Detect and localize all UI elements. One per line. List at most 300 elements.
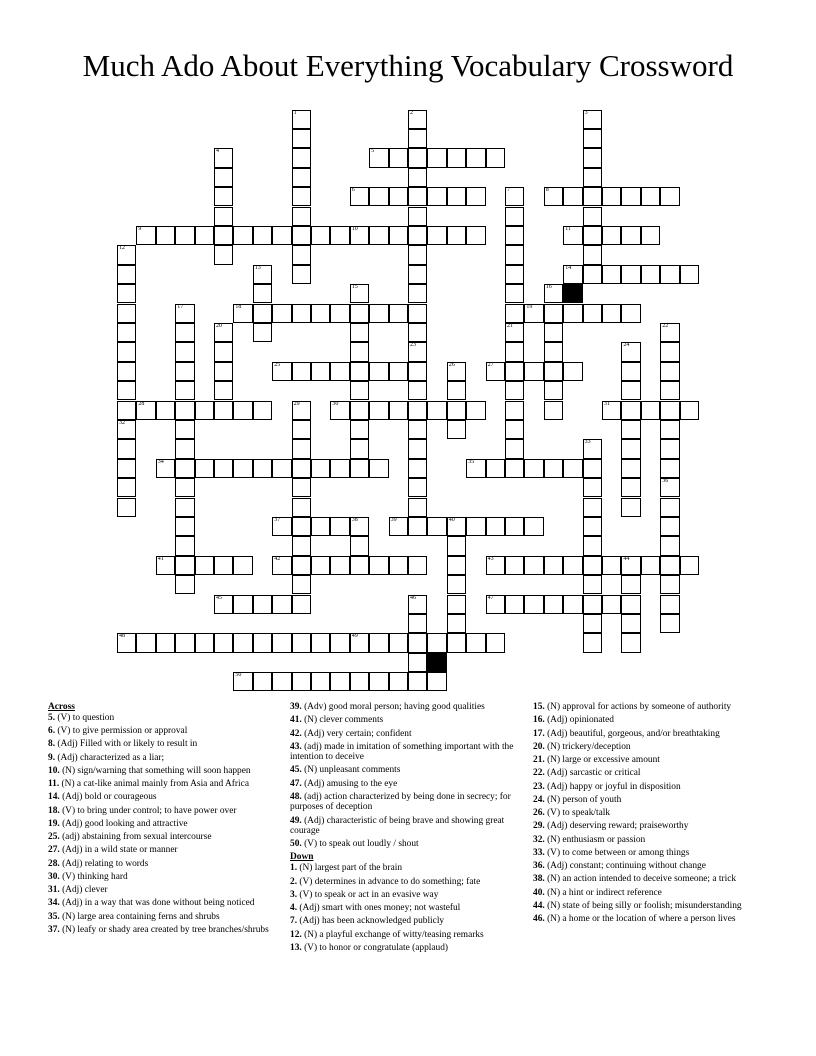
grid-cell[interactable] — [544, 342, 563, 361]
grid-cell[interactable] — [350, 672, 369, 691]
grid-cell[interactable] — [602, 304, 621, 323]
grid-cell[interactable] — [583, 498, 602, 517]
grid-cell[interactable] — [660, 187, 679, 206]
grid-cell[interactable] — [195, 459, 214, 478]
grid-cell[interactable] — [544, 323, 563, 342]
grid-cell[interactable] — [660, 323, 679, 342]
grid-cell[interactable] — [117, 362, 136, 381]
grid-cell[interactable] — [602, 595, 621, 614]
grid-cell[interactable] — [350, 226, 369, 245]
grid-cell[interactable] — [389, 556, 408, 575]
grid-cell[interactable] — [408, 187, 427, 206]
grid-cell[interactable] — [272, 633, 291, 652]
grid-cell[interactable] — [583, 439, 602, 458]
grid-cell[interactable] — [408, 381, 427, 400]
grid-cell[interactable] — [641, 556, 660, 575]
grid-cell[interactable] — [563, 362, 582, 381]
grid-cell[interactable] — [292, 439, 311, 458]
grid-cell[interactable] — [524, 304, 543, 323]
grid-cell[interactable] — [292, 672, 311, 691]
grid-cell[interactable] — [602, 401, 621, 420]
grid-cell[interactable] — [292, 633, 311, 652]
grid-cell[interactable] — [621, 459, 640, 478]
grid-cell[interactable] — [583, 614, 602, 633]
grid-cell[interactable] — [524, 595, 543, 614]
grid-cell[interactable] — [175, 498, 194, 517]
grid-cell[interactable] — [583, 633, 602, 652]
grid-cell[interactable] — [660, 498, 679, 517]
grid-cell[interactable] — [272, 362, 291, 381]
grid-cell[interactable] — [292, 129, 311, 148]
grid-cell[interactable] — [369, 672, 388, 691]
grid-cell[interactable] — [563, 187, 582, 206]
grid-cell[interactable] — [330, 459, 349, 478]
grid-cell[interactable] — [175, 342, 194, 361]
grid-cell[interactable] — [214, 401, 233, 420]
grid-cell[interactable] — [544, 362, 563, 381]
grid-cell[interactable] — [117, 245, 136, 264]
grid-cell[interactable] — [408, 129, 427, 148]
grid-cell[interactable] — [389, 517, 408, 536]
grid-cell[interactable] — [350, 459, 369, 478]
grid-cell[interactable] — [660, 342, 679, 361]
grid-cell[interactable] — [117, 498, 136, 517]
grid-cell[interactable] — [602, 187, 621, 206]
grid-cell[interactable] — [350, 536, 369, 555]
grid-cell[interactable] — [544, 556, 563, 575]
grid-cell[interactable] — [486, 148, 505, 167]
grid-cell[interactable] — [292, 536, 311, 555]
grid-cell[interactable] — [505, 323, 524, 342]
grid-cell[interactable] — [136, 226, 155, 245]
grid-cell[interactable] — [389, 401, 408, 420]
grid-cell[interactable] — [408, 110, 427, 129]
grid-cell[interactable] — [350, 439, 369, 458]
grid-cell[interactable] — [505, 595, 524, 614]
grid-cell[interactable] — [544, 401, 563, 420]
grid-cell[interactable] — [369, 459, 388, 478]
grid-cell[interactable] — [272, 226, 291, 245]
grid-cell[interactable] — [389, 633, 408, 652]
grid-cell[interactable] — [214, 148, 233, 167]
grid-cell[interactable] — [350, 323, 369, 342]
grid-cell[interactable] — [214, 342, 233, 361]
grid-cell[interactable] — [583, 575, 602, 594]
grid-cell[interactable] — [408, 265, 427, 284]
grid-cell[interactable] — [214, 362, 233, 381]
grid-cell[interactable] — [505, 556, 524, 575]
grid-cell[interactable] — [330, 401, 349, 420]
grid-cell[interactable] — [175, 459, 194, 478]
grid-cell[interactable] — [583, 168, 602, 187]
grid-cell[interactable] — [117, 633, 136, 652]
grid-cell[interactable] — [195, 556, 214, 575]
grid-cell[interactable] — [621, 342, 640, 361]
grid-cell[interactable] — [175, 323, 194, 342]
grid-cell[interactable] — [175, 478, 194, 497]
grid-cell[interactable] — [505, 342, 524, 361]
grid-cell[interactable] — [680, 265, 699, 284]
grid-cell[interactable] — [486, 362, 505, 381]
grid-cell[interactable] — [660, 595, 679, 614]
grid-cell[interactable] — [563, 459, 582, 478]
grid-cell[interactable] — [660, 614, 679, 633]
grid-cell[interactable] — [117, 381, 136, 400]
grid-cell[interactable] — [389, 362, 408, 381]
grid-cell[interactable] — [563, 304, 582, 323]
grid-cell[interactable] — [447, 575, 466, 594]
grid-cell[interactable] — [447, 187, 466, 206]
grid-cell[interactable] — [505, 362, 524, 381]
grid-cell[interactable] — [350, 401, 369, 420]
grid-cell[interactable] — [583, 536, 602, 555]
grid-cell[interactable] — [253, 595, 272, 614]
grid-cell[interactable] — [408, 420, 427, 439]
grid-cell[interactable] — [175, 536, 194, 555]
grid-cell[interactable] — [408, 304, 427, 323]
grid-cell[interactable] — [408, 459, 427, 478]
grid-cell[interactable] — [486, 556, 505, 575]
grid-cell[interactable] — [427, 672, 446, 691]
grid-cell[interactable] — [350, 633, 369, 652]
grid-cell[interactable] — [447, 226, 466, 245]
grid-cell[interactable] — [311, 633, 330, 652]
grid-cell[interactable] — [156, 633, 175, 652]
grid-cell[interactable] — [408, 498, 427, 517]
grid-cell[interactable] — [233, 459, 252, 478]
grid-cell[interactable] — [447, 148, 466, 167]
grid-cell[interactable] — [195, 633, 214, 652]
grid-cell[interactable] — [253, 323, 272, 342]
grid-cell[interactable] — [621, 381, 640, 400]
grid-cell[interactable] — [447, 401, 466, 420]
grid-cell[interactable] — [292, 498, 311, 517]
grid-cell[interactable] — [621, 304, 640, 323]
grid-cell[interactable] — [408, 323, 427, 342]
grid-cell[interactable] — [175, 517, 194, 536]
grid-cell[interactable] — [408, 478, 427, 497]
grid-cell[interactable] — [505, 401, 524, 420]
grid-cell[interactable] — [427, 517, 446, 536]
grid-cell[interactable] — [621, 401, 640, 420]
grid-cell[interactable] — [156, 226, 175, 245]
grid-cell[interactable] — [466, 459, 485, 478]
grid-cell[interactable] — [292, 226, 311, 245]
grid-cell[interactable] — [408, 207, 427, 226]
grid-cell[interactable] — [214, 556, 233, 575]
grid-cell[interactable] — [389, 226, 408, 245]
grid-cell[interactable] — [253, 672, 272, 691]
grid-cell[interactable] — [505, 187, 524, 206]
grid-cell[interactable] — [330, 226, 349, 245]
grid-cell[interactable] — [233, 304, 252, 323]
grid-cell[interactable] — [466, 148, 485, 167]
grid-cell[interactable] — [408, 653, 427, 672]
grid-cell[interactable] — [292, 420, 311, 439]
grid-cell[interactable] — [408, 168, 427, 187]
grid-cell[interactable] — [524, 517, 543, 536]
grid-cell[interactable] — [505, 420, 524, 439]
grid-cell[interactable] — [660, 536, 679, 555]
grid-cell[interactable] — [408, 517, 427, 536]
grid-cell[interactable] — [175, 401, 194, 420]
grid-cell[interactable] — [389, 148, 408, 167]
grid-cell[interactable] — [583, 517, 602, 536]
grid-cell[interactable] — [583, 478, 602, 497]
grid-cell[interactable] — [408, 342, 427, 361]
grid-cell[interactable] — [311, 304, 330, 323]
grid-cell[interactable] — [427, 401, 446, 420]
grid-cell[interactable] — [369, 556, 388, 575]
grid-cell[interactable] — [466, 633, 485, 652]
grid-cell[interactable] — [524, 556, 543, 575]
grid-cell[interactable] — [369, 633, 388, 652]
grid-cell[interactable] — [447, 420, 466, 439]
grid-cell[interactable] — [214, 245, 233, 264]
grid-cell[interactable] — [621, 575, 640, 594]
grid-cell[interactable] — [195, 401, 214, 420]
grid-cell[interactable] — [292, 265, 311, 284]
grid-cell[interactable] — [214, 207, 233, 226]
grid-cell[interactable] — [544, 459, 563, 478]
grid-cell[interactable] — [544, 284, 563, 303]
grid-cell[interactable] — [486, 595, 505, 614]
grid-cell[interactable] — [621, 226, 640, 245]
grid-cell[interactable] — [117, 401, 136, 420]
grid-cell[interactable] — [389, 672, 408, 691]
grid-cell[interactable] — [583, 245, 602, 264]
grid-cell[interactable] — [233, 226, 252, 245]
grid-cell[interactable] — [544, 187, 563, 206]
grid-cell[interactable] — [447, 595, 466, 614]
grid-cell[interactable] — [505, 439, 524, 458]
grid-cell[interactable] — [117, 323, 136, 342]
grid-cell[interactable] — [175, 575, 194, 594]
grid-cell[interactable] — [563, 265, 582, 284]
grid-cell[interactable] — [408, 362, 427, 381]
grid-cell[interactable] — [350, 342, 369, 361]
grid-cell[interactable] — [330, 672, 349, 691]
grid-cell[interactable] — [447, 362, 466, 381]
grid-cell[interactable] — [292, 478, 311, 497]
grid-cell[interactable] — [524, 459, 543, 478]
grid-cell[interactable] — [505, 207, 524, 226]
grid-cell[interactable] — [330, 517, 349, 536]
grid-cell[interactable] — [214, 633, 233, 652]
grid-cell[interactable] — [350, 187, 369, 206]
grid-cell[interactable] — [408, 633, 427, 652]
grid-cell[interactable] — [583, 187, 602, 206]
grid-cell[interactable] — [486, 459, 505, 478]
grid-cell[interactable] — [408, 614, 427, 633]
grid-cell[interactable] — [175, 439, 194, 458]
grid-cell[interactable] — [311, 517, 330, 536]
grid-cell[interactable] — [214, 226, 233, 245]
grid-cell[interactable] — [408, 148, 427, 167]
grid-cell[interactable] — [641, 265, 660, 284]
grid-cell[interactable] — [427, 187, 446, 206]
grid-cell[interactable] — [272, 556, 291, 575]
grid-cell[interactable] — [447, 517, 466, 536]
grid-cell[interactable] — [408, 284, 427, 303]
grid-cell[interactable] — [311, 672, 330, 691]
grid-cell[interactable] — [253, 304, 272, 323]
grid-cell[interactable] — [408, 439, 427, 458]
grid-cell[interactable] — [641, 187, 660, 206]
grid-cell[interactable] — [583, 304, 602, 323]
grid-cell[interactable] — [680, 401, 699, 420]
grid-cell[interactable] — [369, 304, 388, 323]
grid-cell[interactable] — [408, 595, 427, 614]
grid-cell[interactable] — [214, 381, 233, 400]
grid-cell[interactable] — [660, 420, 679, 439]
grid-cell[interactable] — [272, 595, 291, 614]
grid-cell[interactable] — [156, 556, 175, 575]
grid-cell[interactable] — [117, 459, 136, 478]
grid-cell[interactable] — [292, 207, 311, 226]
grid-cell[interactable] — [156, 459, 175, 478]
grid-cell[interactable] — [253, 265, 272, 284]
grid-cell[interactable] — [447, 381, 466, 400]
grid-cell[interactable] — [660, 439, 679, 458]
grid-cell[interactable] — [621, 187, 640, 206]
grid-cell[interactable] — [369, 187, 388, 206]
grid-cell[interactable] — [621, 439, 640, 458]
grid-cell[interactable] — [350, 517, 369, 536]
grid-cell[interactable] — [583, 595, 602, 614]
grid-cell[interactable] — [621, 420, 640, 439]
grid-cell[interactable] — [621, 265, 640, 284]
grid-cell[interactable] — [660, 478, 679, 497]
grid-cell[interactable] — [292, 168, 311, 187]
grid-cell[interactable] — [214, 595, 233, 614]
grid-cell[interactable] — [292, 362, 311, 381]
grid-cell[interactable] — [563, 595, 582, 614]
grid-cell[interactable] — [427, 148, 446, 167]
grid-cell[interactable] — [583, 148, 602, 167]
grid-cell[interactable] — [583, 110, 602, 129]
grid-cell[interactable] — [505, 459, 524, 478]
grid-cell[interactable] — [389, 304, 408, 323]
grid-cell[interactable] — [175, 633, 194, 652]
grid-cell[interactable] — [117, 420, 136, 439]
grid-cell[interactable] — [136, 633, 155, 652]
grid-cell[interactable] — [292, 304, 311, 323]
grid-cell[interactable] — [292, 517, 311, 536]
grid-cell[interactable] — [660, 401, 679, 420]
grid-cell[interactable] — [660, 575, 679, 594]
grid-cell[interactable] — [292, 187, 311, 206]
grid-cell[interactable] — [408, 556, 427, 575]
grid-cell[interactable] — [583, 129, 602, 148]
grid-cell[interactable] — [447, 614, 466, 633]
grid-cell[interactable] — [233, 672, 252, 691]
grid-cell[interactable] — [330, 556, 349, 575]
grid-cell[interactable] — [505, 284, 524, 303]
grid-cell[interactable] — [117, 439, 136, 458]
grid-cell[interactable] — [350, 284, 369, 303]
grid-cell[interactable] — [389, 187, 408, 206]
grid-cell[interactable] — [214, 459, 233, 478]
grid-cell[interactable] — [583, 265, 602, 284]
grid-cell[interactable] — [117, 342, 136, 361]
grid-cell[interactable] — [136, 401, 155, 420]
grid-cell[interactable] — [117, 478, 136, 497]
grid-cell[interactable] — [117, 265, 136, 284]
grid-cell[interactable] — [621, 633, 640, 652]
grid-cell[interactable] — [660, 265, 679, 284]
grid-cell[interactable] — [292, 148, 311, 167]
grid-cell[interactable] — [466, 187, 485, 206]
grid-cell[interactable] — [621, 478, 640, 497]
grid-cell[interactable] — [350, 381, 369, 400]
grid-cell[interactable] — [117, 284, 136, 303]
grid-cell[interactable] — [311, 362, 330, 381]
grid-cell[interactable] — [292, 556, 311, 575]
grid-cell[interactable] — [175, 226, 194, 245]
grid-cell[interactable] — [447, 556, 466, 575]
grid-cell[interactable] — [408, 672, 427, 691]
grid-cell[interactable] — [233, 556, 252, 575]
grid-cell[interactable] — [175, 420, 194, 439]
grid-cell[interactable] — [350, 556, 369, 575]
grid-cell[interactable] — [563, 226, 582, 245]
grid-cell[interactable] — [292, 595, 311, 614]
grid-cell[interactable] — [292, 459, 311, 478]
grid-cell[interactable] — [427, 226, 446, 245]
grid-cell[interactable] — [156, 401, 175, 420]
grid-cell[interactable] — [369, 401, 388, 420]
grid-cell[interactable] — [447, 633, 466, 652]
grid-cell[interactable] — [369, 362, 388, 381]
grid-cell[interactable] — [272, 304, 291, 323]
grid-cell[interactable] — [621, 614, 640, 633]
grid-cell[interactable] — [583, 459, 602, 478]
grid-cell[interactable] — [660, 517, 679, 536]
grid-cell[interactable] — [408, 401, 427, 420]
grid-cell[interactable] — [486, 633, 505, 652]
grid-cell[interactable] — [214, 187, 233, 206]
grid-cell[interactable] — [563, 556, 582, 575]
grid-cell[interactable] — [524, 362, 543, 381]
grid-cell[interactable] — [680, 556, 699, 575]
grid-cell[interactable] — [233, 633, 252, 652]
grid-cell[interactable] — [641, 401, 660, 420]
grid-cell[interactable] — [641, 226, 660, 245]
grid-cell[interactable] — [621, 595, 640, 614]
grid-cell[interactable] — [311, 226, 330, 245]
grid-cell[interactable] — [466, 401, 485, 420]
grid-cell[interactable] — [427, 633, 446, 652]
grid-cell[interactable] — [505, 517, 524, 536]
grid-cell[interactable] — [175, 556, 194, 575]
grid-cell[interactable] — [292, 110, 311, 129]
grid-cell[interactable] — [466, 517, 485, 536]
grid-cell[interactable] — [369, 148, 388, 167]
grid-cell[interactable] — [311, 556, 330, 575]
grid-cell[interactable] — [447, 536, 466, 555]
grid-cell[interactable] — [175, 362, 194, 381]
grid-cell[interactable] — [311, 459, 330, 478]
grid-cell[interactable] — [602, 556, 621, 575]
grid-cell[interactable] — [583, 226, 602, 245]
grid-cell[interactable] — [486, 517, 505, 536]
grid-cell[interactable] — [330, 362, 349, 381]
grid-cell[interactable] — [195, 226, 214, 245]
grid-cell[interactable] — [233, 595, 252, 614]
grid-cell[interactable] — [292, 245, 311, 264]
grid-cell[interactable] — [583, 207, 602, 226]
